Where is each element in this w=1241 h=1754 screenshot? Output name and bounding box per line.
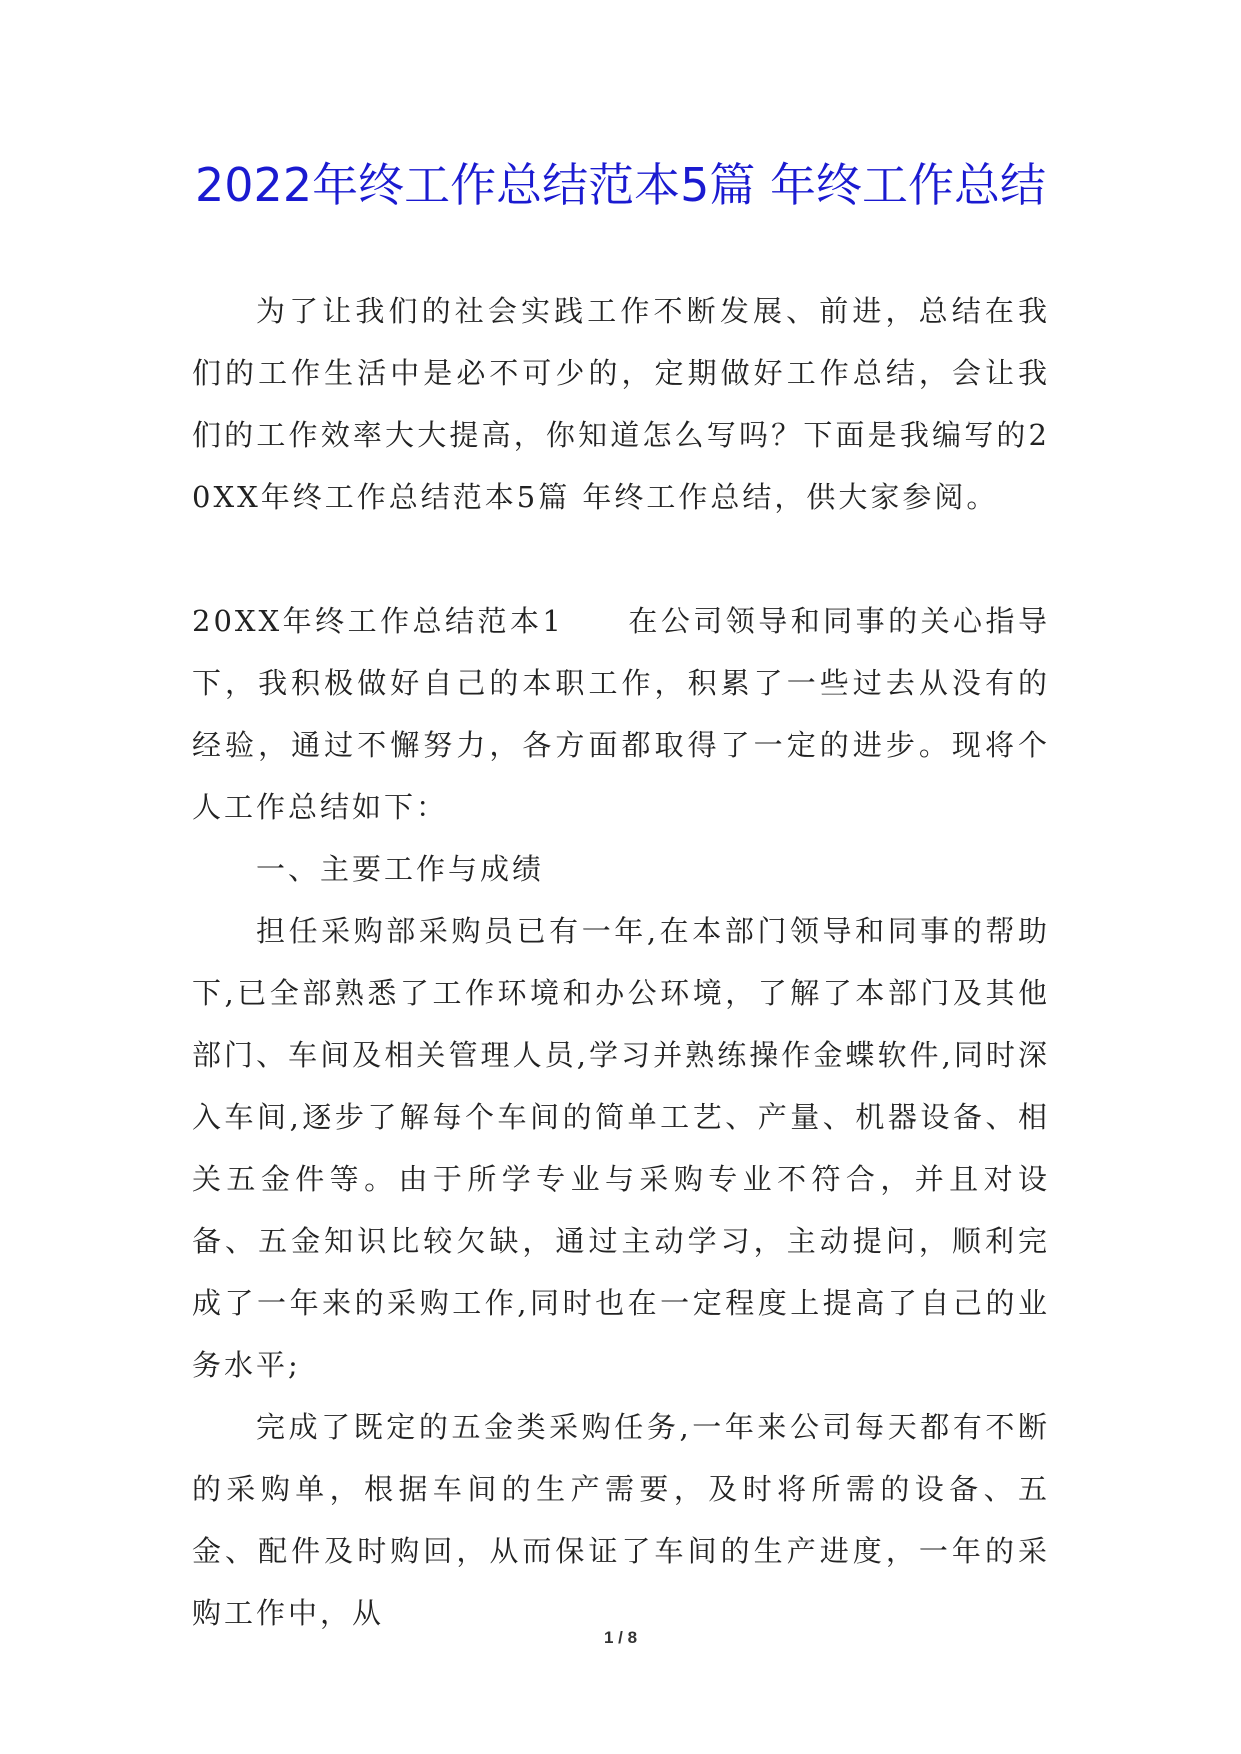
section-1-paragraph [192, 590, 1050, 838]
body-paragraph-2: 完成了既定的五金类采购任务,一年来公司每天都有不断的采购单，根据车间的生产需要，及时将所需的设备、五金、配件及时购回，从而保证了车间的生产进度，一年的采购工作中，从 [192, 1410, 1050, 1630]
paragraph-gap [192, 528, 1050, 590]
document-title: 2022年终工作总结范本5篇 年终工作总结 [195, 158, 1046, 212]
body-paragraph-1: 担任采购部采购员已有一年,在本部门领导和同事的帮助下,已全部熟悉了工作环境和办公环境，了解了本部门及其他部门、车间及相关管理人员,学习并熟练操作金蝶软件,同时深入车间,逐步了解每个车间的简单工艺、产量、机器设备、相关五金件等。由于所学专业与采购专业不符合，并且对设备、五金知识比较欠缺，通过主动学习，主动提问，顺利完成了一年来的采购工作,同时也在一定程度上提高了自己的业务水平; [192, 914, 1050, 1382]
subheading-main-work: 一、主要工作与成绩 [256, 852, 545, 886]
page-number: 1 / 8 [603, 1628, 638, 1647]
intro-paragraph: 为了让我们的社会实践工作不断发展、前进，总结在我们的工作生活中是必不可少的，定期做好工作总结，会让我们的工作效率大大提高，你知道怎么写吗？下面是我编写的20XX年终工作总结范本5篇 年终工作总结，供大家参阅。 [192, 294, 1050, 514]
section-1-heading: 20XX年终工作总结范本1 [192, 604, 564, 638]
section-1-lead: 在公司领导和同事的关心指导下，我积极做好自己的本职工作，积累了一些过去从没有的经验，通过不懈努力，各方面都取得了一定的进步。现将个人工作总结如下： [192, 604, 1050, 824]
document-body [192, 280, 1050, 1644]
